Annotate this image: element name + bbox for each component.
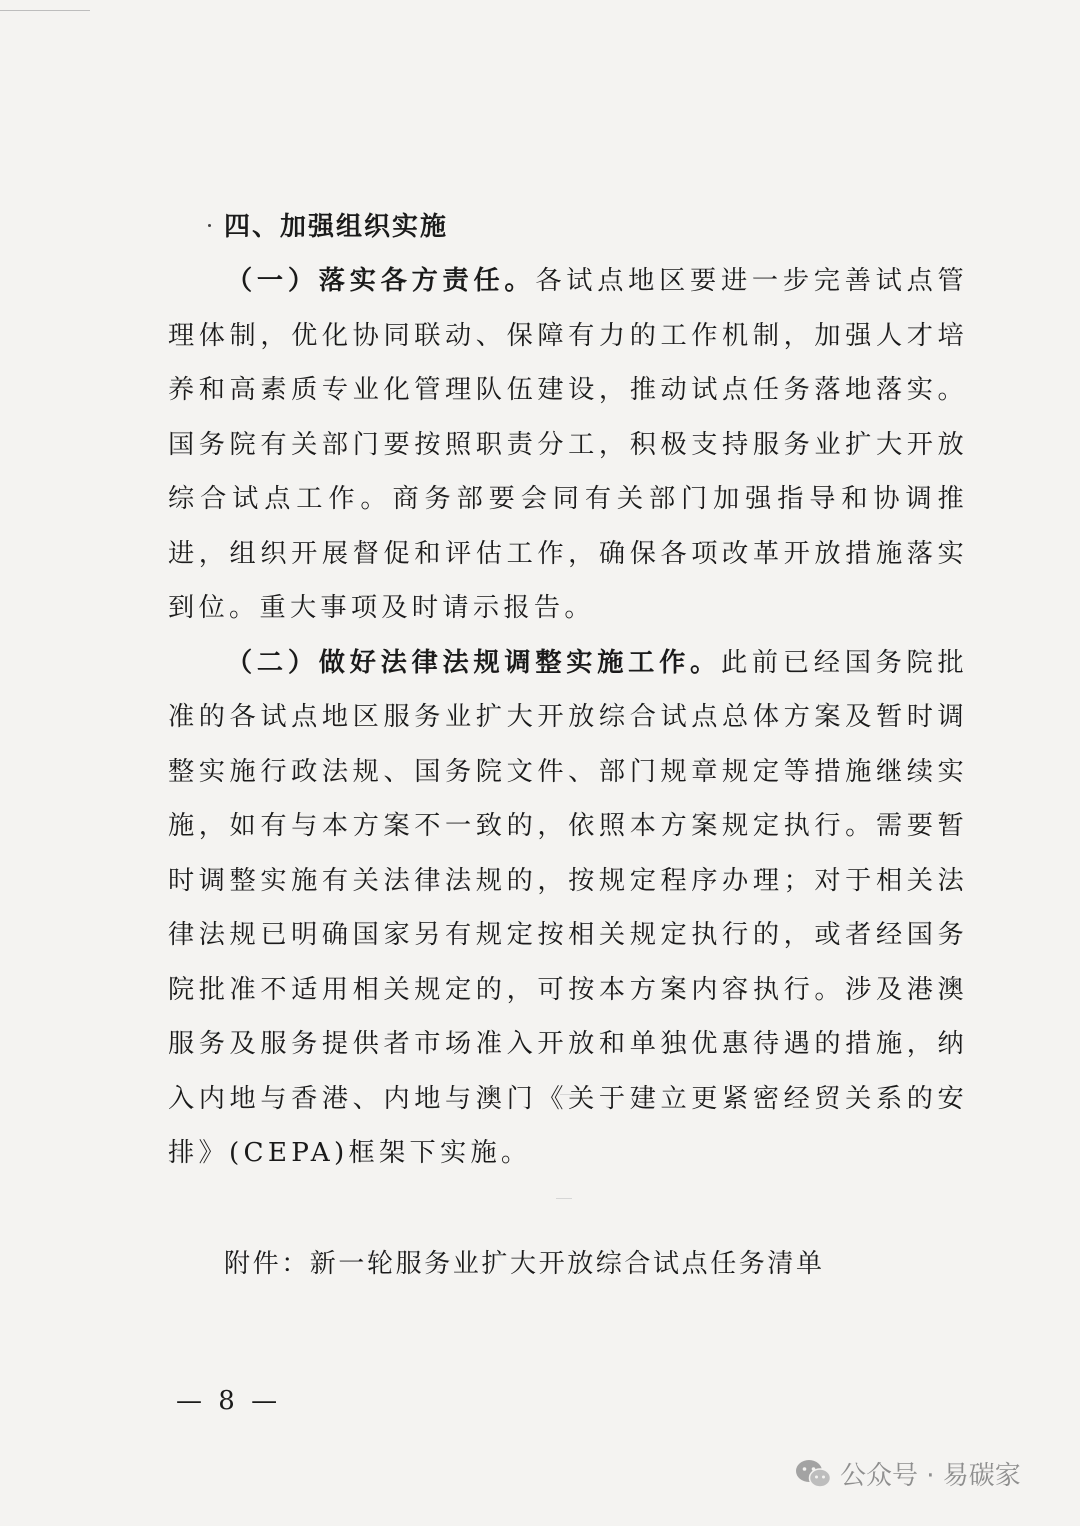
watermark-text: 公众号 · 易碳家	[840, 1461, 1021, 1491]
document-page	[168, 200, 968, 1291]
paragraph-lead: （二）做好法律法规调整实施工作。	[226, 647, 721, 678]
paragraph-lead: （一）落实各方责任。	[226, 266, 536, 296]
wechat-icon	[794, 1458, 832, 1490]
paragraph-responsibility	[168, 254, 968, 636]
attachment-note: 附件：新一轮服务业扩大开放综合试点任务清单	[224, 1248, 825, 1279]
page-number: — 8 —	[176, 1386, 282, 1416]
watermark	[794, 1455, 1021, 1492]
paragraph-body: 此前已经国务院批准的各试点地区服务业扩大开放综合试点总体方案及暂时调整实施行政法规、国务院文件、部门规章规定等措施继续实施，如有与本方案不一致的，依照本方案规定执行。需要暂时调整实施有关法律法规的，按规定程序办理；对于相关法律法规已明确国家另有规定按相关规定执行的，或者经国务院批准不适用相关规定的，可按本方案内容执行。涉及港澳服务及服务提供者市场准入开放和单独优惠待遇的措施，纳入内地与香港、内地与澳门《关于建立更紧密经贸关系的安排》(CEPA)框架下实施。	[168, 647, 968, 1168]
paragraph-laws-regulations	[168, 636, 968, 1181]
section-heading: 四、加强组织实施	[224, 212, 449, 242]
scan-edge-mark	[0, 10, 90, 11]
paragraph-body: 各试点地区要进一步完善试点管理体制，优化协同联动、保障有力的工作机制，加强人才培养和高素质专业化管理队伍建设，推动试点任务落地落实。国务院有关部门要按照职责分工，积极支持服务业扩大开放综合试点工作。商务部要会同有关部门加强指导和协调推进，组织开展督促和评估工作，确保各项改革开放措施落实到位。重大事项及时请示报告。	[168, 266, 969, 623]
